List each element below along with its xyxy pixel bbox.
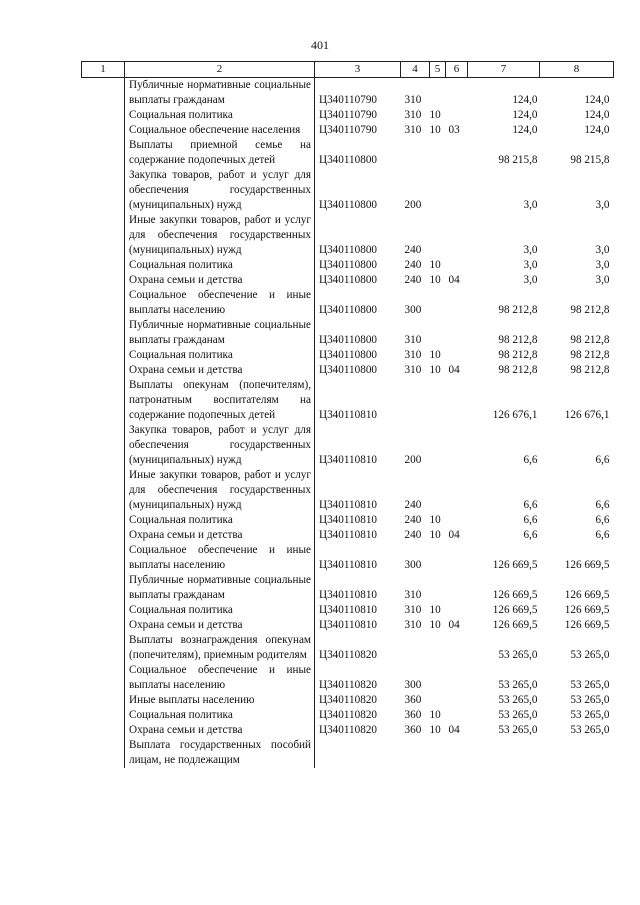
table-header [82,62,614,78]
cell-name: Публичные нормативные социальные выплаты гражданам [125,573,315,603]
cell-col7: 124,0 [512,124,538,136]
cell-pr [446,318,468,348]
cell-rz [430,168,446,213]
cell-name: Социальная политика [125,348,315,363]
cell-col8: 53 265,0 [570,694,610,706]
cell-col1 [82,378,125,423]
cell-name: Охрана семьи и детства [125,723,315,738]
cell-col7: 53 265,0 [498,694,538,706]
cell-col7: 98 212,8 [498,334,538,346]
cell-pr [446,378,468,423]
cell-col7 [468,738,540,768]
cell-rz: 10 [429,109,441,121]
table-row [82,513,614,528]
cell-col7: 6,6 [523,499,538,511]
table-row [82,708,614,723]
cell-pr [446,108,468,123]
cell-name: Выплаты опекунам (попечителям), патронатным воспитателям на содержание подопечных детей [125,378,315,423]
cell-col7: 6,6 [523,454,538,466]
cell-pr [446,633,468,663]
cell-rz [430,573,446,603]
cell-col1 [82,258,125,273]
cell-col1 [82,573,125,603]
cell-pr: 04 [448,529,460,541]
cell-colr: 240 [404,259,422,271]
cell-col1 [82,663,125,693]
cell-csr: Ц340110820 [319,694,378,706]
table-row [82,693,614,708]
cell-pr [446,693,468,708]
cell-rz [430,543,446,573]
cell-col7: 3,0 [523,259,538,271]
cell-name: Публичные нормативные социальные выплаты гражданам [125,78,315,109]
cell-col1 [82,543,125,573]
cell-col1 [82,723,125,738]
cell-col8: 3,0 [595,259,610,271]
cell-name: Закупка товаров, работ и услуг для обеспечения государственных (муниципальных) нужд [125,168,315,213]
table-row [82,348,614,363]
cell-col8: 6,6 [595,529,610,541]
cell-pr [446,213,468,258]
cell-col8: 3,0 [595,274,610,286]
cell-col8: 6,6 [595,454,610,466]
cell-col7: 3,0 [523,199,538,211]
cell-col1 [82,618,125,633]
cell-colr: 240 [404,499,422,511]
cell-csr: Ц340110820 [319,724,378,736]
table-row [82,468,614,513]
cell-col8: 124,0 [584,109,610,121]
cell-col7: 53 265,0 [498,724,538,736]
cell-name: Социальная политика [125,108,315,123]
cell-col8: 124,0 [584,94,610,106]
cell-csr: Ц340110800 [319,349,378,361]
cell-rz [430,468,446,513]
table-row [82,138,614,168]
cell-pr [446,738,468,768]
cell-col7: 6,6 [523,529,538,541]
cell-name: Выплаты вознаграждения опекунам (попечителям), приемным родителям [125,633,315,663]
header-col-5: 5 [430,62,446,78]
cell-name: Охрана семьи и детства [125,273,315,288]
cell-pr [446,168,468,213]
cell-rz: 10 [429,364,441,376]
table-row [82,123,614,138]
table-row [82,528,614,543]
table-row [82,603,614,618]
cell-rz: 10 [429,349,441,361]
cell-col1 [82,78,125,109]
cell-colr: 200 [404,199,422,211]
cell-col1 [82,138,125,168]
cell-col7: 6,6 [523,514,538,526]
cell-rz: 10 [429,274,441,286]
cell-col8 [540,738,614,768]
cell-rz [430,318,446,348]
cell-rz [430,663,446,693]
cell-col8: 126 669,5 [564,589,610,601]
table-row [82,378,614,423]
cell-name: Социальное обеспечение и иные выплаты населению [125,663,315,693]
table-body [82,78,614,769]
table-row [82,633,614,663]
header-col-7: 7 [468,62,540,78]
cell-colr: 310 [404,334,422,346]
cell-colr: 360 [404,724,422,736]
cell-csr: Ц340110790 [319,109,378,121]
cell-col8: 98 212,8 [570,334,610,346]
cell-rz: 10 [429,124,441,136]
cell-csr: Ц340110800 [319,304,378,316]
cell-col7: 126 676,1 [492,409,538,421]
cell-col8: 126 669,5 [564,604,610,616]
table-row [82,543,614,573]
table-row [82,258,614,273]
cell-col1 [82,318,125,348]
cell-col8: 126 676,1 [564,409,610,421]
cell-rz [430,738,446,768]
table-row [82,168,614,213]
cell-col1 [82,423,125,468]
cell-pr [446,78,468,109]
table-row [82,618,614,633]
cell-pr [446,423,468,468]
cell-rz [430,138,446,168]
cell-col8: 3,0 [595,244,610,256]
cell-name: Закупка товаров, работ и услуг для обеспечения государственных (муниципальных) нужд [125,423,315,468]
cell-name: Социальная политика [125,513,315,528]
cell-col1 [82,168,125,213]
cell-rz: 10 [429,709,441,721]
cell-rz: 10 [429,619,441,631]
cell-col7: 3,0 [523,274,538,286]
cell-name: Охрана семьи и детства [125,528,315,543]
cell-pr [446,663,468,693]
header-col-3: 3 [315,62,401,78]
cell-name: Выплата государственных пособий лицам, не подлежащим [125,738,315,768]
table-row [82,573,614,603]
cell-col7: 126 669,5 [492,589,538,601]
cell-name: Социальная политика [125,708,315,723]
table-row [82,363,614,378]
cell-col1 [82,693,125,708]
cell-colr: 240 [404,529,422,541]
cell-col1 [82,123,125,138]
cell-pr [446,258,468,273]
cell-pr: 04 [448,724,460,736]
cell-colr [401,138,430,168]
cell-col7: 124,0 [512,109,538,121]
cell-rz: 10 [429,259,441,271]
cell-colr [401,738,430,768]
cell-col7: 98 212,8 [498,349,538,361]
cell-col1 [82,633,125,663]
cell-pr: 04 [448,364,460,376]
header-col-4: 4 [401,62,430,78]
cell-pr [446,468,468,513]
cell-csr: Ц340110820 [319,679,378,691]
cell-colr: 310 [404,124,422,136]
cell-colr: 310 [404,619,422,631]
cell-rz [430,633,446,663]
cell-rz: 10 [429,724,441,736]
cell-rz [430,378,446,423]
cell-col8: 98 215,8 [570,154,610,166]
table-row [82,663,614,693]
cell-col1 [82,708,125,723]
cell-col7: 98 215,8 [498,154,538,166]
cell-csr: Ц340110790 [319,124,378,136]
cell-col8: 6,6 [595,499,610,511]
cell-colr: 310 [404,349,422,361]
cell-rz [430,423,446,468]
header-col-6: 6 [446,62,468,78]
table-row [82,288,614,318]
cell-name: Иные закупки товаров, работ и услуг для обеспечения государственных (муниципальных) нужд [125,213,315,258]
cell-name: Социальное обеспечение и иные выплаты населению [125,543,315,573]
cell-col1 [82,108,125,123]
page-number: 401 [311,38,329,52]
cell-col8: 53 265,0 [570,709,610,721]
cell-csr: Ц340110810 [319,409,378,421]
cell-colr: 200 [404,454,422,466]
header-col-8: 8 [540,62,614,78]
cell-csr: Ц340110810 [319,589,378,601]
cell-col7: 126 669,5 [492,604,538,616]
cell-colr: 310 [404,364,422,376]
cell-col1 [82,528,125,543]
cell-colr: 240 [404,274,422,286]
cell-col8: 53 265,0 [570,649,610,661]
cell-col8: 98 212,8 [570,349,610,361]
cell-colr: 310 [404,589,422,601]
cell-col7: 53 265,0 [498,709,538,721]
cell-rz [430,78,446,109]
cell-colr: 300 [404,304,422,316]
cell-col8: 126 669,5 [564,619,610,631]
header-col-1: 1 [82,62,125,78]
cell-colr: 240 [404,514,422,526]
cell-col8: 6,6 [595,514,610,526]
cell-name: Публичные нормативные социальные выплаты гражданам [125,318,315,348]
cell-colr: 360 [404,694,422,706]
cell-name: Иные закупки товаров, работ и услуг для обеспечения государственных (муниципальных) нужд [125,468,315,513]
table-row [82,273,614,288]
cell-col1 [82,363,125,378]
table-row [82,423,614,468]
cell-csr: Ц340110810 [319,604,378,616]
table-row [82,738,614,768]
table-row [82,723,614,738]
table-row [82,213,614,258]
cell-pr [446,573,468,603]
cell-csr: Ц340110810 [319,514,378,526]
cell-rz [430,213,446,258]
cell-colr: 310 [404,94,422,106]
cell-col7: 53 265,0 [498,649,538,661]
cell-name: Социальное обеспечение и иные выплаты населению [125,288,315,318]
cell-csr [315,738,401,768]
cell-pr [446,513,468,528]
cell-colr: 300 [404,559,422,571]
cell-csr: Ц340110800 [319,154,378,166]
cell-col1 [82,348,125,363]
cell-col8: 53 265,0 [570,724,610,736]
cell-col1 [82,288,125,318]
cell-rz [430,693,446,708]
cell-pr: 04 [448,619,460,631]
cell-col1 [82,213,125,258]
cell-col8: 53 265,0 [570,679,610,691]
cell-colr: 300 [404,679,422,691]
cell-name: Выплаты приемной семье на содержание подопечных детей [125,138,315,168]
cell-colr: 310 [404,604,422,616]
cell-colr [401,633,430,663]
budget-table [81,61,614,768]
cell-col8: 126 669,5 [564,559,610,571]
cell-csr: Ц340110810 [319,454,378,466]
cell-col1 [82,738,125,768]
cell-pr [446,603,468,618]
cell-col7: 126 669,5 [492,559,538,571]
cell-csr: Ц340110800 [319,274,378,286]
cell-pr [446,708,468,723]
cell-pr: 03 [448,124,460,136]
cell-name: Социальное обеспечение населения [125,123,315,138]
cell-csr: Ц340110810 [319,559,378,571]
cell-name: Социальная политика [125,258,315,273]
cell-col1 [82,468,125,513]
cell-col7: 126 669,5 [492,619,538,631]
cell-name: Охрана семьи и детства [125,363,315,378]
cell-csr: Ц340110800 [319,259,378,271]
cell-csr: Ц340110810 [319,529,378,541]
cell-pr [446,288,468,318]
header-col-2: 2 [125,62,315,78]
cell-col1 [82,603,125,618]
cell-colr: 310 [404,109,422,121]
cell-col7: 98 212,8 [498,364,538,376]
cell-rz: 10 [429,514,441,526]
cell-name: Социальная политика [125,603,315,618]
cell-name: Иные выплаты населению [125,693,315,708]
cell-pr: 04 [448,274,460,286]
cell-colr: 240 [404,244,422,256]
cell-pr [446,543,468,573]
table-row [82,318,614,348]
cell-col8: 3,0 [595,199,610,211]
cell-csr: Ц340110790 [319,94,378,106]
cell-colr: 360 [404,709,422,721]
header-row [82,62,614,78]
cell-col8: 98 212,8 [570,364,610,376]
cell-col7: 3,0 [523,244,538,256]
cell-col7: 53 265,0 [498,679,538,691]
cell-col8: 124,0 [584,124,610,136]
cell-colr [401,378,430,423]
cell-col1 [82,273,125,288]
cell-csr: Ц340110810 [319,499,378,511]
cell-rz [430,288,446,318]
cell-csr: Ц340110800 [319,199,378,211]
table-row [82,108,614,123]
cell-csr: Ц340110820 [319,649,378,661]
cell-csr: Ц340110800 [319,364,378,376]
cell-rz: 10 [429,529,441,541]
cell-csr: Ц340110800 [319,244,378,256]
cell-col1 [82,513,125,528]
cell-col7: 124,0 [512,94,538,106]
cell-pr [446,348,468,363]
cell-csr: Ц340110810 [319,619,378,631]
cell-col7: 98 212,8 [498,304,538,316]
table-row [82,78,614,109]
cell-rz: 10 [429,604,441,616]
cell-pr [446,138,468,168]
cell-col8: 98 212,8 [570,304,610,316]
cell-name: Охрана семьи и детства [125,618,315,633]
cell-csr: Ц340110820 [319,709,378,721]
cell-csr: Ц340110800 [319,334,378,346]
